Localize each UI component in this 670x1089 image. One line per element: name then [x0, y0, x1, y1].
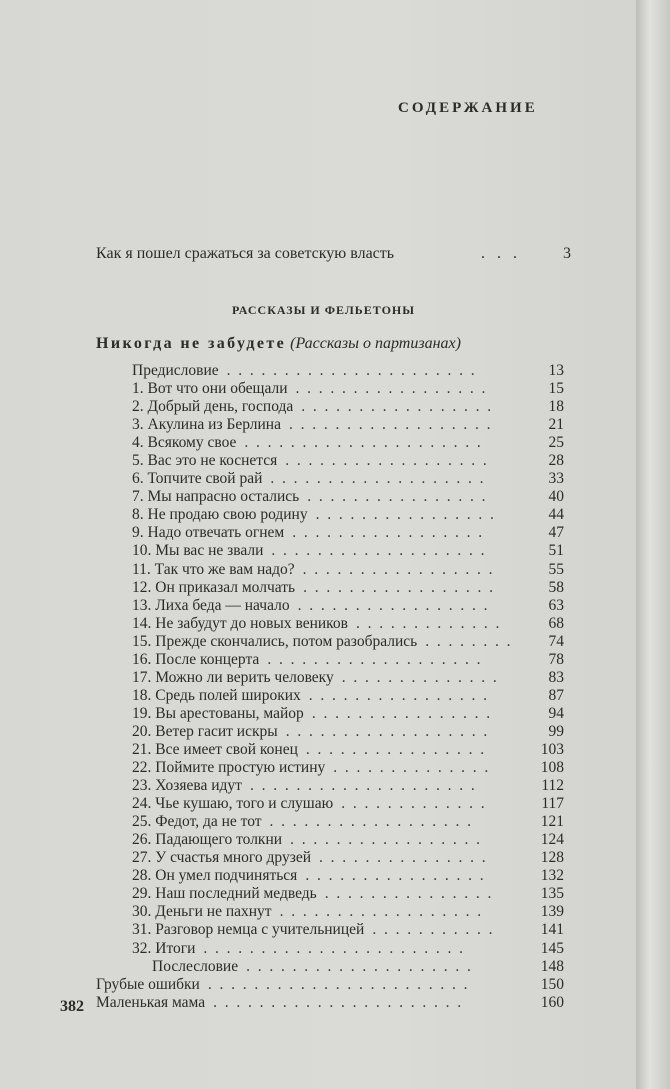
toc-entry-title: 7. Мы напрасно остались	[132, 488, 300, 506]
toc-entry	[96, 885, 568, 903]
toc-entry-title: 22. Поймите простую истину	[132, 759, 326, 777]
toc-entry-title: 11. Так что же вам надо?	[132, 560, 295, 578]
toc-entry	[96, 849, 568, 867]
toc-entry-page: 145	[540, 939, 564, 957]
toc-entry-page: 21	[548, 416, 564, 434]
toc-entry	[96, 903, 568, 921]
toc-entry-leader: . . . . . . . . . . . . . . . . . . . .	[249, 777, 483, 795]
toc-entry-page: 83	[548, 668, 564, 686]
toc-entry-leader: . . . . . . . . . . . . . . . . . .	[288, 416, 499, 434]
toc-entry-title: 5. Вас это не коснется	[132, 452, 278, 470]
toc-entry-page: 55	[548, 560, 564, 578]
toc-entry-leader: . . . . . . . . . . . . . . . . .	[295, 380, 494, 398]
toc-entry	[96, 597, 568, 615]
toc-entry-title: 8. Не продаю свою родину	[132, 506, 308, 524]
toc-entry-title: 12. Он приказал молчать	[132, 578, 296, 596]
toc-entry-title: Маленькая мама	[96, 993, 206, 1011]
toc-entry-page: 13	[548, 362, 564, 379]
toc-entry-leader: . . . . . . . . . . . . . . . . .	[297, 596, 496, 614]
page-number: 382	[60, 998, 84, 1015]
toc-entry-title: 24. Чье кушаю, того и слушаю	[132, 795, 334, 813]
toc-entry	[96, 615, 568, 633]
toc-entry-page: 15	[548, 380, 564, 398]
toc-entry-page: 121	[540, 813, 564, 831]
toc-entry-page: 58	[548, 578, 564, 596]
toc-entry	[96, 434, 568, 452]
toc-entry-title: Послесловие	[152, 957, 239, 975]
toc-entry	[96, 921, 568, 939]
subsection-main-title: Никогда не забудете	[96, 335, 287, 352]
toc-entry	[96, 741, 568, 759]
toc-entry	[96, 470, 568, 488]
toc-entry	[96, 687, 568, 705]
toc-entry-title: 9. Надо отвечать огнем	[132, 524, 285, 542]
toc-entry-title: 17. Можно ли верить человеку	[132, 668, 334, 686]
toc-entry-title: 28. Он умел подчиняться	[132, 867, 298, 885]
toc-entry-title: Грубые ошибки	[96, 975, 200, 993]
toc-entry-leader: . . . . . . . . . . . . . . . . . . . . . . .	[207, 975, 476, 993]
toc-entry-leader: . . . . . . . . . . . . . . . . . .	[285, 722, 495, 740]
toc-entry	[96, 777, 568, 795]
section-title: РАССКАЗЫ И ФЕЛЬЕТОНЫ	[232, 303, 416, 317]
toc-entry-page: 112	[541, 777, 564, 795]
toc-entry-title: 31. Разговор немца с учительницей	[132, 921, 365, 939]
toc-entry	[96, 506, 568, 524]
subsection-title	[96, 335, 461, 353]
toc-entry-page: 141	[540, 921, 564, 939]
subsection-subtitle: (Рассказы о партизанах)	[290, 335, 461, 352]
toc-entry	[96, 542, 568, 560]
toc-entry-title: 6. Топчите свой рай	[132, 470, 263, 488]
toc-entry-leader: . . . . . . . . . . . . . . . . . . . . .	[244, 434, 489, 452]
toc-entry-leader: . . . . . . . . . . . . . . . . . . .	[270, 470, 492, 488]
toc-entry-leader: . . . . . . . . . . . . .	[355, 614, 508, 632]
toc-entry-leader: . . . . . . . . . . . . . . . . .	[303, 578, 501, 596]
toc-entry-page: 108	[540, 759, 564, 777]
toc-entry	[96, 705, 568, 723]
toc-entry-leader: . . . . . . . . . . . . . . . .	[305, 740, 492, 758]
toc-entry-title: 10. Мы вас не звали	[132, 542, 264, 560]
toc-entry-leader: . . . . . . . . . . . . . .	[341, 668, 505, 686]
toc-entry-page: 74	[548, 632, 564, 650]
toc-entry-leader: . . . . . . . . . . . . . . . . . .	[279, 903, 489, 921]
toc-entry	[96, 362, 568, 380]
toc-entry-title: 3. Акулина из Берлина	[132, 416, 281, 434]
toc-entry-leader: . . . . . . . . . . . . . . . . .	[292, 524, 490, 542]
preface-entry-leader: . . .	[481, 245, 521, 262]
toc-entry-page: 68	[548, 614, 564, 632]
toc-entry-title: 16. После концерта	[132, 650, 260, 668]
page-edge	[636, 0, 670, 1089]
toc-entry-page: 139	[540, 903, 564, 921]
toc-entry	[96, 958, 568, 976]
toc-entry	[96, 669, 568, 687]
toc-entry-leader: . . . . . . . . . . . . . . . . .	[302, 560, 501, 578]
toc-entry-leader: . . . . . . . . . . . . . . . . . . . . . .	[213, 993, 469, 1011]
toc-entry	[96, 723, 568, 741]
contents-heading: СОДЕРЖАНИЕ	[398, 100, 538, 116]
toc-entry	[96, 795, 568, 813]
toc-entry-page: 44	[548, 506, 564, 524]
toc-entry-leader: . . . . . . . . . . . . . . . . . . . .	[246, 957, 479, 975]
toc-entry-title: 32. Итоги	[132, 939, 196, 957]
toc-entry-title: 20. Ветер гасит искры	[132, 722, 278, 740]
toc-entry-leader: . . . . . . . . . . . . . .	[333, 759, 496, 777]
toc-entry-title: 25. Федот, да не тот	[132, 813, 262, 831]
toc-entry-title: 4. Всякому свое	[132, 434, 237, 452]
toc-entry	[96, 398, 568, 416]
toc-entry	[96, 524, 568, 542]
toc-entry-leader: . . . . . . . . . . . . . . . . . . . . . . .	[203, 939, 471, 957]
toc-entry-leader: . . . . . . . . . . . . . . . . . . .	[271, 542, 493, 560]
toc-entry-page: 40	[548, 488, 564, 506]
toc-entry	[96, 759, 568, 777]
toc-entry-title: 27. У счастья много друзей	[132, 849, 311, 867]
toc-entry-title: 18. Средь полей широких	[132, 686, 301, 704]
toc-entry-leader: . . . . . . . . . . . . . . . .	[308, 686, 495, 704]
toc-entry-title: 14. Не забудут до новых веников	[132, 614, 348, 632]
toc-entry-page: 87	[548, 686, 564, 704]
toc-entry-page: 117	[541, 795, 564, 813]
toc-entry-leader: . . . . . . . . . . . . .	[341, 795, 493, 813]
toc-entry-page: 28	[548, 452, 564, 470]
toc-entry-leader: . . . . . . . . . . . . . . . . . .	[285, 452, 495, 470]
toc-entry-title: 26. Падающего толкни	[132, 831, 283, 849]
toc-entry-page: 99	[548, 722, 564, 740]
toc-entry-leader: . . . . . . . . . . . . . . . .	[311, 704, 498, 722]
toc-entry-page: 51	[548, 542, 564, 560]
toc-entry-leader: . . . . . . . . . . . . . . . . .	[290, 831, 488, 849]
toc-entry	[96, 994, 568, 1012]
toc-entry-title: 21. Все имеет свой конец	[132, 740, 298, 758]
toc-entry	[96, 633, 568, 651]
toc-entry-title: 19. Вы арестованы, майор	[132, 704, 304, 722]
toc-entry-page: 128	[540, 849, 564, 867]
toc-entry-leader: . . . . . . . . . . . . . . . . .	[301, 398, 499, 416]
toc-entry-leader: . . . . . . . . . . . . . . . . . . .	[267, 650, 489, 668]
table-of-contents	[96, 362, 568, 1012]
toc-entry	[96, 976, 568, 994]
toc-entry-leader: . . . . . . . . . . .	[372, 921, 501, 939]
toc-entry-page: 148	[540, 957, 564, 975]
toc-entry-page: 103	[540, 740, 564, 758]
toc-entry	[96, 813, 568, 831]
toc-entry	[96, 831, 568, 849]
toc-entry	[96, 940, 568, 958]
toc-entry-page: 47	[548, 524, 564, 542]
toc-entry-title: Предисловие	[132, 362, 219, 379]
toc-entry-title: 15. Прежде скончались, потом разобрались	[132, 632, 418, 650]
toc-entry-page: 124	[540, 831, 564, 849]
preface-entry-page: 3	[563, 245, 571, 262]
toc-entry-title: 23. Хозяева идут	[132, 777, 242, 795]
toc-entry-title: 30. Деньги не пахнут	[132, 903, 272, 921]
toc-entry-leader: . . . . . . . . . . . . . . .	[319, 849, 494, 867]
toc-entry	[96, 416, 568, 434]
toc-entry-title: 1. Вот что они обещали	[132, 380, 288, 398]
toc-entry	[96, 651, 568, 669]
preface-entry-title: Как я пошел сражаться за советскую власть	[96, 245, 395, 262]
toc-entry-page: 18	[548, 398, 564, 416]
toc-entry-page: 33	[548, 470, 564, 488]
toc-entry-leader: . . . . . . . . . . . . . . . .	[315, 506, 502, 524]
preface-entry	[96, 245, 576, 267]
toc-entry	[96, 867, 568, 885]
toc-entry-leader: . . . . . . . . . . . . . . .	[324, 885, 500, 903]
toc-entry	[96, 488, 568, 506]
toc-entry-page: 132	[540, 867, 564, 885]
toc-entry	[96, 452, 568, 470]
toc-entry-title: 29. Наш последний медведь	[132, 885, 317, 903]
toc-entry-page: 78	[548, 650, 564, 668]
toc-entry-leader: . . . . . . . . . . . . . . . .	[305, 867, 492, 885]
toc-entry	[96, 579, 568, 597]
toc-entry-leader: . . . . . . . . . . . . . . . .	[307, 488, 494, 506]
toc-entry-leader: . . . . . . . . . . . . . . . . . .	[269, 813, 479, 831]
toc-entry	[96, 561, 568, 579]
toc-entry-page: 25	[548, 434, 564, 452]
toc-entry-leader: . . . . . . . .	[425, 632, 519, 650]
toc-entry-page: 135	[540, 885, 564, 903]
toc-entry-page: 63	[548, 596, 564, 614]
toc-entry-page: 160	[540, 993, 564, 1011]
toc-entry-title: 13. Лиха беда — начало	[132, 596, 290, 614]
toc-entry-page: 150	[540, 975, 564, 993]
toc-entry-title: 2. Добрый день, господа	[132, 398, 294, 416]
toc-entry-page: 94	[548, 704, 564, 722]
toc-entry	[96, 380, 568, 398]
toc-entry-leader: . . . . . . . . . . . . . . . . . . . . . .	[226, 362, 483, 379]
